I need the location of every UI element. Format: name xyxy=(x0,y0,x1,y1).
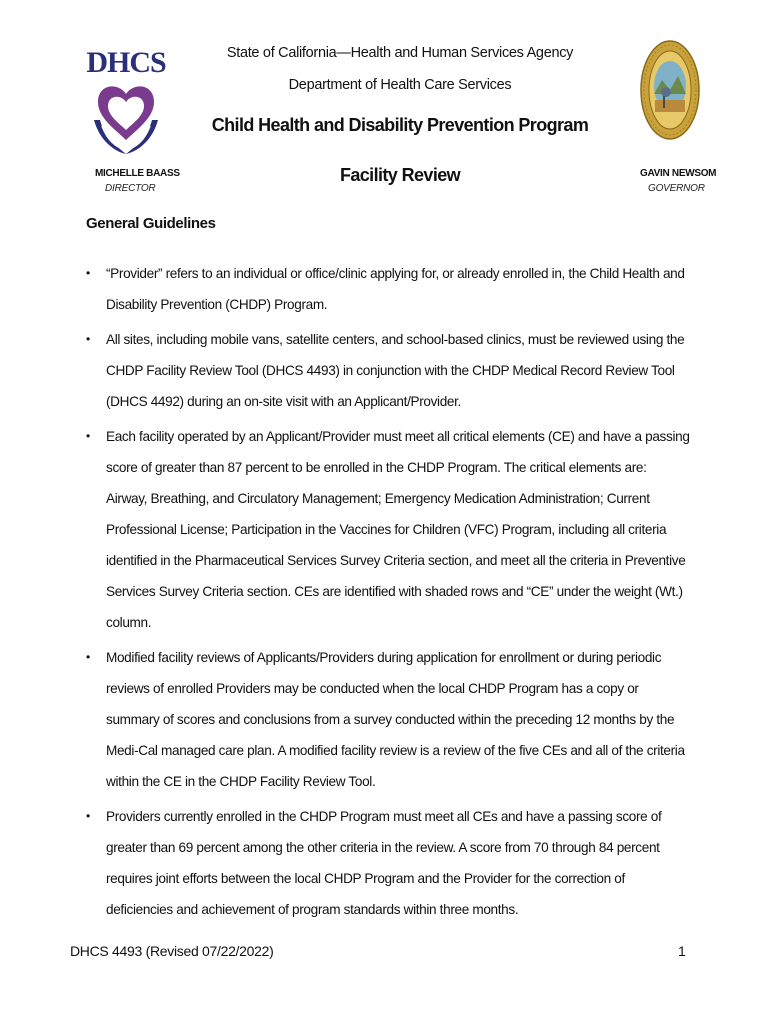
director-title: DIRECTOR xyxy=(105,183,156,194)
department-name: Department of Health Care Services xyxy=(288,77,512,93)
guideline-item xyxy=(86,642,690,797)
state-seal xyxy=(640,40,700,140)
footer-form-id: DHCS 4493 (Revised 07/22/2022) xyxy=(70,943,274,959)
guideline-item xyxy=(86,258,690,320)
governor-name: GAVIN NEWSOM xyxy=(640,168,717,179)
guideline-text: Modified facility reviews of Applicants/Providers during application for enrollment or during periodic reviews of enrolled Providers may be conducted when the local CHDP Program has a copy or summary of scores and conclusions from a survey conducted within the preceding 12 months by the Medi-Cal managed care plan. A modified facility review is a review of the five CEs and all of the criteria within the CE in the CHDP Facility Review Tool. xyxy=(106,650,685,789)
governor-title: GOVERNOR xyxy=(648,183,705,194)
bullet-icon: • xyxy=(86,332,90,346)
dhcs-logo-text: DHCS xyxy=(86,46,166,79)
guideline-text: Providers currently enrolled in the CHDP Program must meet all CEs and have a passing score of greater than 69 percent among the other criteria in the review. A score from 70 through 84 percent requires joint efforts between the local CHDP Program and the Provider for the correction of deficiencies and achievement of program standards within three months. xyxy=(106,809,662,917)
heart-hands-icon xyxy=(90,80,162,156)
guideline-item xyxy=(86,801,690,925)
guideline-text: All sites, including mobile vans, satellite centers, and school-based clinics, must be reviewed using the CHDP Facility Review Tool (DHCS 4493) in conjunction with the CHDP Medical Record Review Tool (DHCS 4492) during an on-site visit with an Applicant/Provider. xyxy=(106,332,685,409)
guidelines-list xyxy=(86,258,690,926)
bullet-icon: • xyxy=(86,809,90,823)
guideline-item xyxy=(86,421,690,638)
guideline-text: “Provider” refers to an individual or office/clinic applying for, or already enrolled in, the Child Health and Disability Prevention (CHDP) Program. xyxy=(106,266,685,312)
form-title: Facility Review xyxy=(339,165,461,185)
program-title: Child Health and Disability Prevention Program xyxy=(211,115,589,135)
section-heading: General Guidelines xyxy=(86,215,216,232)
bullet-icon: • xyxy=(86,266,90,280)
agency-title: State of California—Health and Human Services Agency xyxy=(226,45,574,61)
guideline-text: Each facility operated by an Applicant/Provider must meet all critical elements (CE) and have a passing score of greater than 87 percent to be enrolled in the CHDP Program. The critical elements are: Airway, Breathing, and Circulatory Management; Emergency Medication Administration; Current Professional License; Participation in the Vaccines for Children (VFC) Program, including all criteria identified in the Pharmaceutical Services Survey Criteria section, and meet all the criteria in Preventive Services Survey Criteria section. CEs are identified with shaded rows and “CE” under the weight (Wt.) column. xyxy=(106,429,690,630)
state-seal-icon xyxy=(640,40,700,140)
page-number: 1 xyxy=(678,943,686,959)
bullet-icon: • xyxy=(86,650,90,664)
bullet-icon: • xyxy=(86,429,90,443)
director-name: MICHELLE BAASS xyxy=(95,168,180,179)
guideline-item xyxy=(86,324,690,417)
dhcs-logo xyxy=(86,46,166,156)
